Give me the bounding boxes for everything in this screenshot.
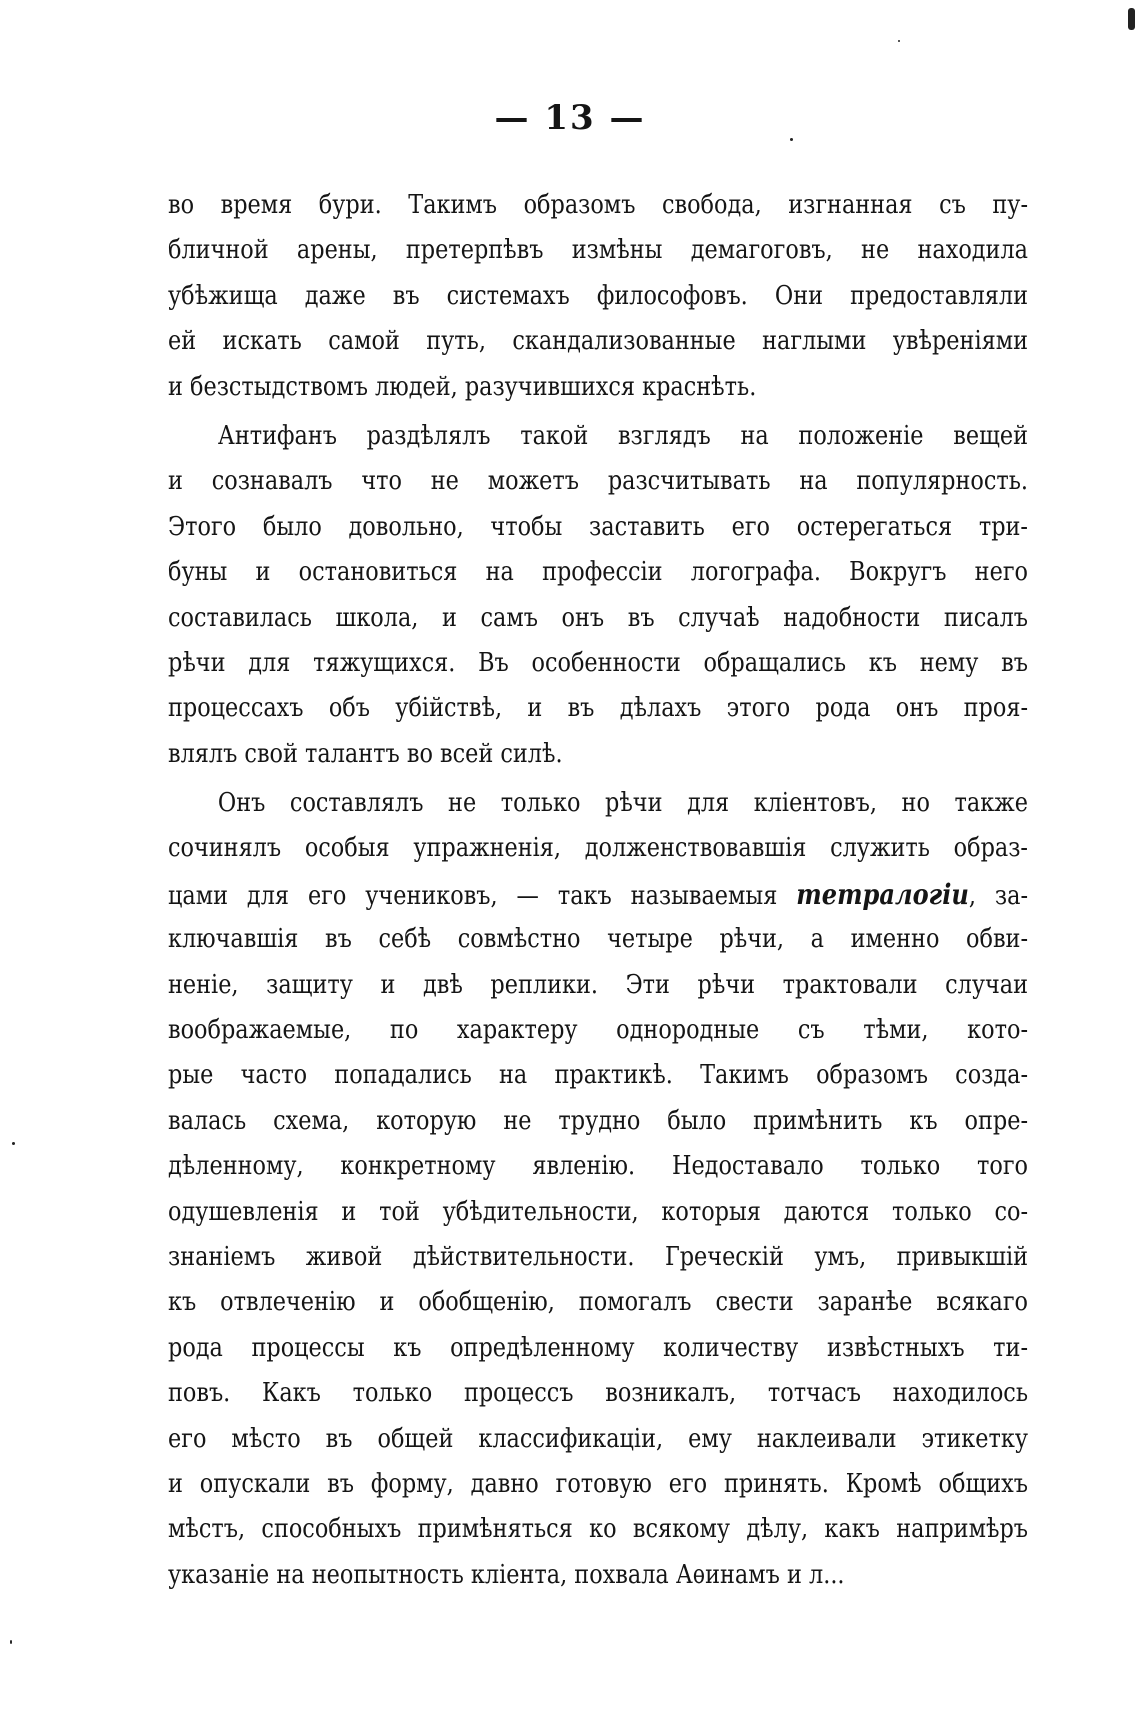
text-line: рые часто попадались на практикѣ. Такимъ образомъ созда- [168,1060,1028,1091]
scan-speck [898,40,900,42]
text-line: его мѣсто въ общей классификаціи, ему наклеивали этикетку [168,1423,1028,1454]
text-line-with-italic [168,872,1028,917]
text-line: неніе, защиту и двѣ реплики. Эти рѣчи трактовали случаи [168,969,1028,1000]
text-line: бличной арены, претерпѣвъ измѣны демагоговъ, не находила [168,235,1028,266]
italic-term: тетралогіи [796,877,969,911]
text-line: дѣленному, конкретному явленію. Недоставало только того [168,1151,1028,1182]
page-number: — 13 — [494,98,646,138]
text-line: указаніе на неопытность кліента, похвала Аѳинамъ и л... [168,1559,845,1590]
text-line: Антифанъ раздѣлялъ такой взглядъ на положеніе вещей [217,420,1028,451]
text-line: и опускали въ форму, давно готовую его принять. Кромѣ общихъ [168,1468,1028,1499]
text-line: къ отвлеченію и обобщенію, помогалъ свести заранѣе всякаго [168,1287,1028,1318]
text-line: валась схема, которую не трудно было примѣнить къ опре- [168,1105,1028,1136]
text-line: повъ. Какъ только процессъ возникалъ, тотчасъ находилось [168,1378,1028,1409]
scan-speck [12,1142,15,1145]
body-text [168,183,1028,1598]
text-line: убѣжища даже въ системахъ философовъ. Они предоставляли [168,280,1028,311]
text-line: процессахъ объ убійствѣ, и въ дѣлахъ этого рода онъ проя- [168,693,1028,724]
text-span: , за- [968,880,1028,911]
paragraph-3 [168,781,1028,1598]
text-span: цами для его учениковъ, — такъ называемыя [168,880,797,911]
scan-speck [1128,8,1135,30]
scan-speck [790,138,793,141]
text-line: составилась школа, и самъ онъ въ случаѣ надобности писалъ [168,602,1028,633]
text-line: мѣстъ, способныхъ примѣняться ко всякому дѣлу, какъ напримѣръ [168,1514,1028,1545]
text-line: ей искать самой путь, скандализованные наглыми увѣреніями [168,326,1028,357]
paragraph-2 [168,414,1028,777]
text-line: во время бури. Такимъ образомъ свобода, изгнанная съ пу- [168,190,1028,220]
text-line: рѣчи для тяжущихся. Въ особенности обращались къ нему въ [168,647,1028,678]
text-line: воображаемые, по характеру однородные съ тѣми, кото- [168,1015,1028,1046]
paragraph-1 [168,183,1028,410]
scan-speck [10,1640,12,1644]
text-line: буны и остановиться на профессіи логографа. Вокругъ него [168,557,1028,588]
text-line: рода процессы къ опредѣленному количеству извѣстныхъ ти- [168,1332,1028,1363]
text-line: знаніемъ живой дѣйствительности. Греческій умъ, привыкшій [168,1241,1028,1272]
text-line: Онъ составлялъ не только рѣчи для кліентовъ, но также [217,788,1028,819]
text-line: Этого было довольно, чтобы заставить его остерегаться три- [168,511,1028,542]
text-line: и безстыдствомъ людей, разучившихся краснѣть. [168,371,757,402]
text-line: сочинялъ особыя упражненія, долженствовавшія служить образ- [168,833,1028,864]
text-line: и сознавалъ что не можетъ разсчитывать на популярность. [168,466,1028,497]
text-line: одушевленія и той убѣдительности, которыя даются только со- [168,1196,1028,1227]
text-line: влялъ свой талантъ во всей силѣ. [168,738,563,769]
text-line: ключавшія въ себѣ совмѣстно четыре рѣчи, а именно обви- [168,924,1028,955]
